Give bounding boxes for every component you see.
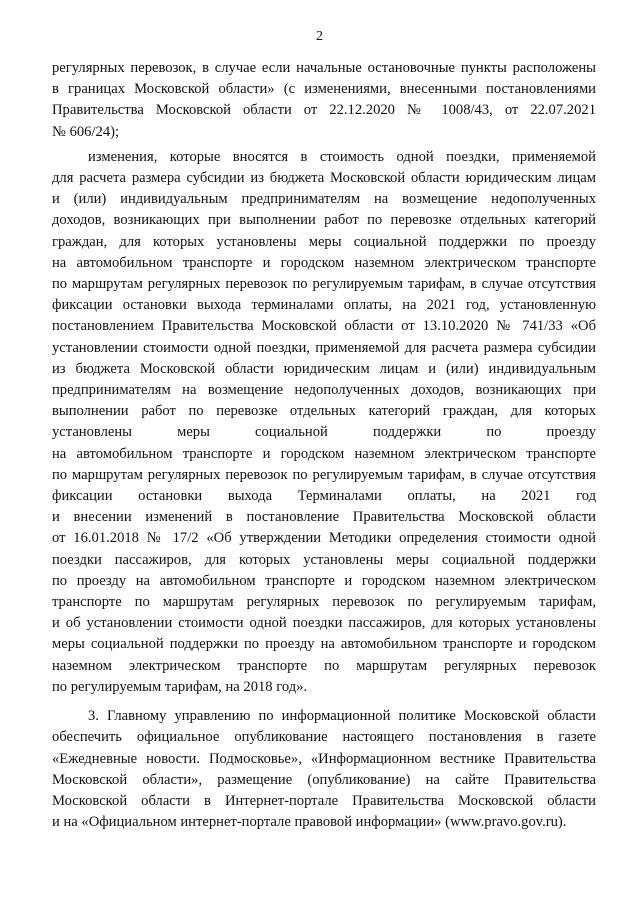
text-line: постановлением Правительства Московской области от 13.10.2020 № 741/33 «Об: [52, 318, 596, 335]
text-line: обеспечить официальное опубликование настоящего постановления в газете: [52, 729, 596, 746]
text-line: для расчета размера субсидии из бюджета Московской области юридическим лицам: [52, 170, 596, 187]
paragraph-3: [52, 706, 596, 833]
text-line: и внесении изменений в постановление Правительства Московской области: [52, 509, 596, 526]
text-line: по регулируемым тарифам, на 2018 год».: [52, 678, 308, 695]
text-line: фиксации остановки выхода терминалами оплаты, на 2021 год, установленную: [52, 297, 596, 314]
text-line: выполнении работ по перевозке отдельных категорий граждан, для которых: [52, 403, 596, 420]
text-line: поездки пассажиров, для которых установлены меры социальной поддержки: [52, 551, 596, 568]
text-line: меры социальной поддержки по проезду на автомобильном транспорте и городском: [52, 636, 596, 653]
text-line: и на «Официальном интернет-портале правовой информации» (www.pravo.gov.ru).: [52, 814, 567, 831]
document-body: [52, 58, 596, 833]
text-line: 3. Главному управлению по информационной политике Московской области: [88, 708, 596, 725]
text-line: наземном электрическом транспорте по маршрутам регулярных перевозок: [52, 657, 596, 674]
text-line: по маршрутам регулярных перевозок по регулируемым тарифам, в случае отсутствия: [52, 276, 596, 293]
text-line: граждан, для которых установлены меры социальной поддержки по проезду: [52, 233, 596, 250]
text-line: № 606/24);: [52, 123, 120, 140]
paragraph-gap: [52, 698, 596, 706]
text-line: Московской области», размещение (опубликование) на сайте Правительства: [52, 771, 596, 788]
text-line: от 16.01.2018 № 17/2 «Об утверждении Методики определения стоимости одной: [52, 530, 596, 547]
text-line: установлении стоимости одной поездки, применяемой для расчета размера субсидии: [52, 339, 596, 356]
text-line: фиксации остановки выхода Терминалами оплаты, на 2021 год: [52, 488, 596, 505]
text-line: по маршрутам регулярных перевозок по регулируемым тарифам, в случае отсутствия: [52, 466, 596, 483]
text-line: по проезду на автомобильном транспорте и городском наземном электрическом: [52, 572, 596, 589]
text-line: из бюджета Московской области юридическим лицам и (или) индивидуальным: [52, 360, 596, 377]
text-line: установлены меры социальной поддержки по проезду: [52, 424, 596, 441]
text-line: Правительства Московской области от 22.12.2020 № 1008/43, от 22.07.2021: [52, 102, 596, 119]
text-line: транспорте по маршрутам регулярных перевозок по регулируемым тарифам,: [52, 594, 596, 611]
text-line: изменения, которые вносятся в стоимость одной поездки, применяемой: [88, 148, 596, 165]
text-line: в границах Московской области» (с изменениями, внесенными постановлениями: [52, 81, 596, 98]
text-line: предпринимателям на возмещение недополученных доходов, возникающих при: [52, 382, 596, 399]
text-line: на автомобильном транспорте и городском наземном электрическом транспорте: [52, 445, 596, 462]
text-line: доходов, возникающих при выполнении работ по перевозке отдельных категорий: [52, 212, 596, 229]
paragraph-2: [52, 147, 596, 698]
paragraph-1: [52, 58, 596, 143]
text-line: Московской области в Интернет-портале Правительства Московской области: [52, 792, 596, 809]
text-line: «Ежедневные новости. Подмосковье», «Информационном вестнике Правительства: [52, 750, 596, 767]
text-line: на автомобильном транспорте и городском наземном электрическом транспорте: [52, 254, 596, 271]
text-line: и (или) индивидуальным предпринимателям на возмещение недополученных: [52, 191, 596, 208]
page-number: 2: [316, 29, 323, 44]
text-line: регулярных перевозок, в случае если начальные остановочные пункты расположены: [52, 60, 596, 76]
text-line: и об установлении стоимости одной поездки пассажиров, для которых установлены: [52, 615, 596, 632]
